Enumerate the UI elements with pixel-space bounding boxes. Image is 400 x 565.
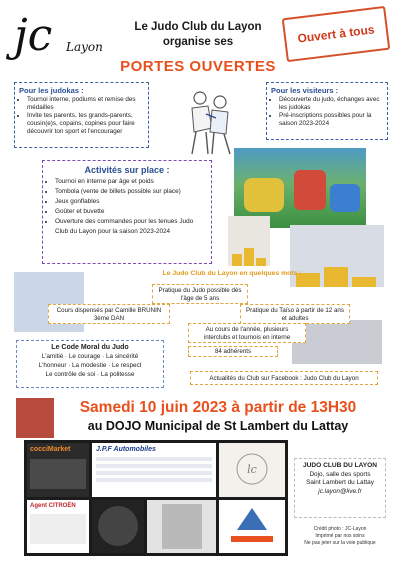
sponsor-photo	[147, 500, 216, 553]
activities-box	[42, 160, 212, 264]
club-info	[294, 458, 386, 518]
club-address-line: Saint Lambert du Lattay	[306, 479, 374, 486]
about-members: 84 adhérents	[188, 346, 278, 357]
moral-code-heading: Le Code Moral du Judo	[51, 344, 129, 351]
club-name: JUDO CLUB DU LAYON	[302, 462, 378, 469]
header-intro	[110, 20, 286, 50]
judokas-item: • Tournoi interne, podiums et remise des médailles	[27, 96, 144, 112]
sponsor-name: J.P.F Automobiles	[96, 446, 156, 453]
sponsor-salon	[219, 443, 285, 497]
visitors-item: • Découverte du judo, échanges avec les judokas	[279, 96, 383, 112]
judokas-item: • Invite tes parents, tes grands-parents, cousin(e)s, copains, copines pour faire découvrir ton sport et l'encourager	[27, 112, 144, 136]
about-taiso: Pratique du Taïso à partir de 12 ans et adultes	[240, 304, 350, 324]
sponsor-name: cocciMarket	[30, 446, 71, 453]
judokas-heading: Pour les judokas :	[19, 86, 84, 95]
event-place: au DOJO Municipal de St Lambert du Lattay	[87, 419, 349, 433]
svg-text:lc: lc	[247, 463, 257, 476]
activities-heading: Activités sur place :	[84, 165, 170, 175]
litter-note: Ne pas jeter sur la voie publique	[304, 540, 376, 546]
sponsor-name: Agent CITROËN	[30, 503, 76, 509]
about-age: Pratique du Judo possible dès l'âge de 5 ans	[152, 284, 248, 304]
photo-credit: Crédit photo : JC-Layon	[313, 526, 367, 532]
sponsor-coccimarket	[27, 443, 89, 497]
medal-ceremony-photo	[290, 225, 384, 287]
activity-item: • Tournoi en interne par âge et poids	[55, 177, 207, 187]
visitors-heading: Pour les visiteurs :	[271, 86, 339, 95]
visitors-item: • Pré-inscriptions possibles pour la saison 2023-2024	[279, 112, 383, 128]
podium-photo	[228, 216, 270, 266]
judokas-box	[14, 82, 149, 148]
about-heading: Le Judo Club du Layon en quelques mots :	[162, 270, 302, 277]
header-line1: Le Judo Club du Layon	[134, 21, 262, 33]
club-address-line: Dojo, salle des sports	[309, 470, 371, 478]
activity-item: • Ouverture des commandes pour les tenues Judo Club du Layon pour la saison 2023-2024	[55, 217, 207, 237]
sponsors-panel	[24, 440, 288, 556]
logo-initials: jc	[14, 10, 53, 61]
club-email[interactable]: jc.layon@live.fr	[318, 487, 362, 495]
about-teacher: Cours dispensés par Camille BRUNIN 3ème DAN	[48, 304, 170, 324]
sponsor-jpf	[92, 443, 216, 497]
event-date: Samedi 10 juin 2023 à partir de 13H30	[79, 399, 357, 416]
sponsor-citroen	[27, 500, 89, 553]
header-line2: organise ses	[162, 36, 234, 48]
club-logo	[14, 10, 103, 66]
moral-code-line: L'amitié · Le courage · La sincérité	[41, 353, 139, 360]
print-note: Imprimé par nos soins	[315, 533, 365, 539]
judo-illustration	[182, 88, 238, 158]
moral-code-box	[16, 340, 164, 388]
activity-item: • Tombola (vente de billets possible sur place)	[55, 187, 207, 197]
open-to-all-stamp: Ouvert à tous	[282, 6, 391, 62]
moral-code-line: L'honneur · La modestie · Le respect	[38, 362, 142, 369]
about-tournaments: Au cours de l'année, plusieurs interclubs et tournois en interne	[188, 323, 306, 343]
activity-item: • Goûter et buvette	[55, 207, 207, 217]
facebook-link[interactable]: Actualités du Club sur Facebook : Judo Club du Layon	[190, 371, 378, 385]
team-photo	[16, 398, 54, 438]
activity-item: • Jeux gonflables	[55, 197, 207, 207]
sponsor-dark	[92, 500, 144, 553]
sponsor-logo	[219, 500, 285, 553]
logo-name: Layon	[66, 40, 103, 54]
visitors-box	[266, 82, 388, 140]
moral-code-line: Le contrôle de soi · La politesse	[45, 371, 135, 378]
page-title: PORTES OUVERTES	[120, 58, 276, 75]
credits	[294, 526, 386, 547]
